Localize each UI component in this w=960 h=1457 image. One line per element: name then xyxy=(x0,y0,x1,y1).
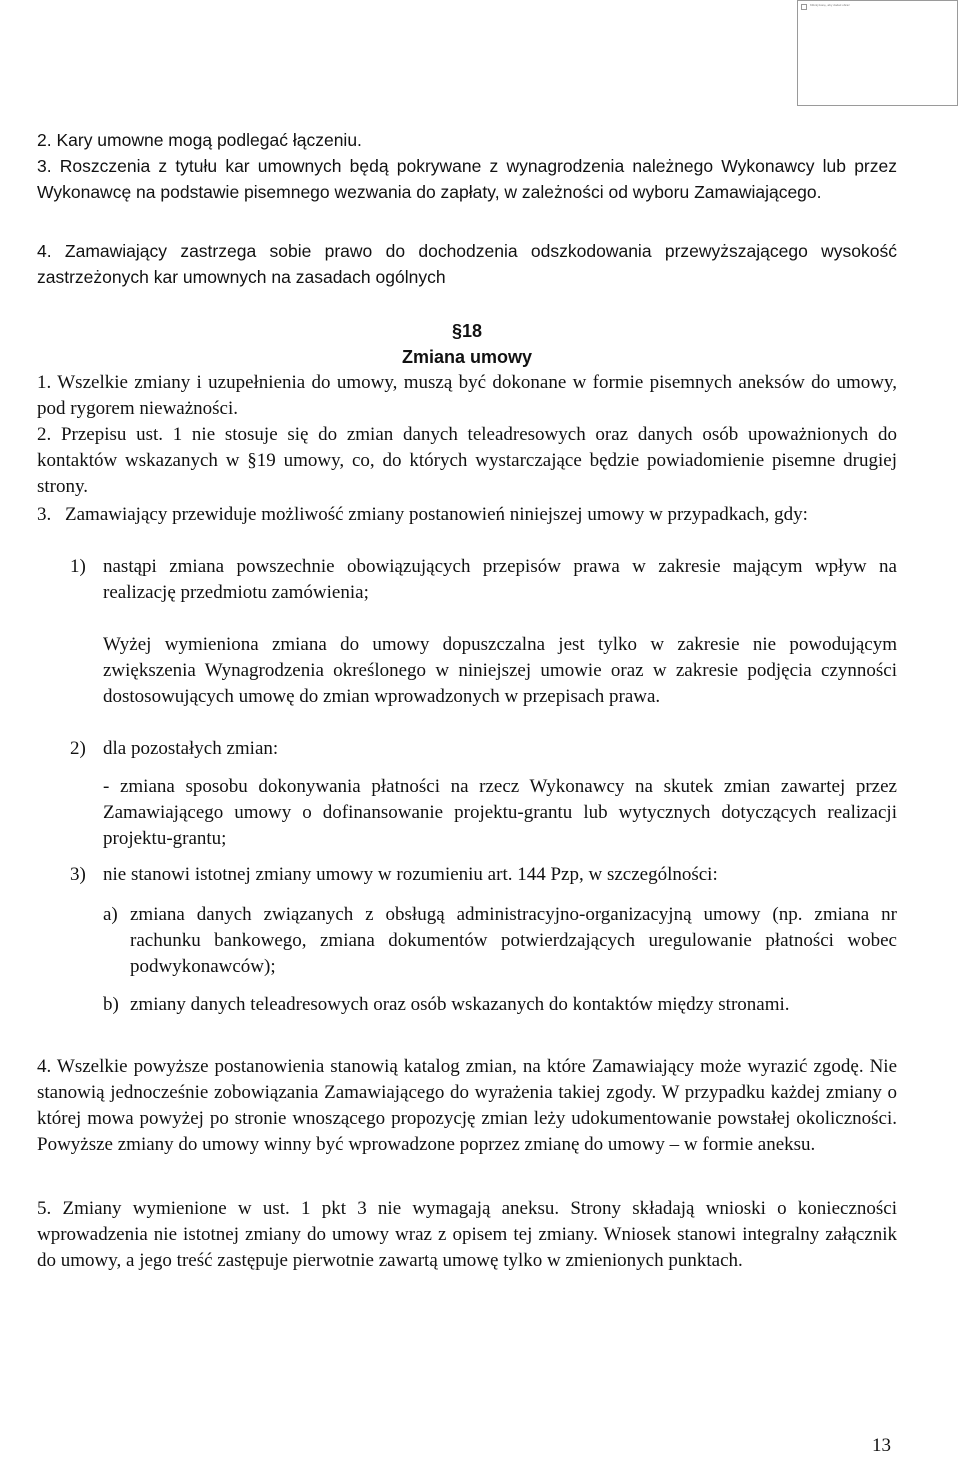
image-placeholder-caption: Kliknij ikonę, aby dodać obraz xyxy=(810,3,850,7)
clause-1: 1. Wszelkie zmiany i uzupełnienia do umowy, muszą być dokonane w formie pisemnych aneksów do umowy, pod rygorem nieważności. xyxy=(37,372,897,419)
image-placeholder-frame xyxy=(797,0,958,106)
item-b-number: b) xyxy=(103,994,119,1015)
item-3-number: 3) xyxy=(70,864,86,885)
clause-3: Zamawiający przewiduje możliwość zmiany postanowień niniejszej umowy w przypadkach, gdy: xyxy=(65,504,808,525)
clause-2: 2. Przepisu ust. 1 nie stosuje się do zmian danych teleadresowych oraz danych osób upoważnionych do kontaktów wskazanych w §19 umowy, co, do których wystarczające będzie powiadomienie pisemne drugiej strony. xyxy=(37,424,897,497)
item-3: nie stanowi istotnej zmiany umowy w rozumieniu art. 144 Pzp, w szczególności: xyxy=(103,864,718,885)
section-number: §18 xyxy=(451,321,483,341)
item-2-note: - zmiana sposobu dokonywania płatności na rzecz Wykonawcy na skutek zmian zawartej przez Zamawiającego umowy o dofinansowanie projektu-grantu lub wytycznych dotyczących realizacji projektu-grantu; xyxy=(103,776,897,849)
paragraph-3: 3. Roszczenia z tytułu kar umownych będą pokrywane z wynagrodzenia należnego Wykonawcy lub przez Wykonawcę na podstawie pisemnego wezwania do zapłaty, w zależności od wyboru Zamawiającego. xyxy=(37,156,897,202)
page-number: 13 xyxy=(872,1435,891,1456)
item-a: zmiana danych związanych z obsługą administracyjno-organizacyjną umowy (np. zmiana nr rachunku bankowego, zmiana dokumentów potwierdzających uregulowanie płatności wobec podwykonawców); xyxy=(130,904,897,977)
section-title: Zmiana umowy xyxy=(401,347,533,367)
item-1: nastąpi zmiana powszechnie obowiązujących przepisów prawa w zakresie mającym wpływ na realizację przedmiotu zamówienia; xyxy=(103,556,897,603)
clause-5: 5. Zmiany wymienione w ust. 1 pkt 3 nie wymagają aneksu. Strony składają wnioski o konieczności wprowadzenia nie istotnej zmiany do umowy wraz z opisem tej zmiany. Wniosek stanowi integralny załącznik do umowy, a jego treść zastępuje pierwotnie zawartą umowę tylko w zmienionych punktach. xyxy=(37,1198,897,1271)
clause-3-number: 3. xyxy=(37,504,52,525)
item-a-number: a) xyxy=(103,904,118,925)
clause-4: 4. Wszelkie powyższe postanowienia stanowią katalog zmian, na które Zamawiający może wyrazić zgodę. Nie stanowią jednocześnie zobowiązania Zamawiającego do wyrażenia takiej zgody. W przypadku każdej zmiany o której mowa powyżej po stronie wnoszącego propozycję zmian leży udokumentowanie powstałej okoliczności. Powyższe zmiany do umowy winny być wprowadzone poprzez zmianę do umowy – w formie aneksu. xyxy=(37,1056,897,1155)
item-2-number: 2) xyxy=(70,738,86,759)
item-2: dla pozostałych zmian: xyxy=(103,738,279,759)
broken-image-icon xyxy=(801,4,807,10)
paragraph-2: 2. Kary umowne mogą podlegać łączeniu. xyxy=(37,130,362,150)
paragraph-4: 4. Zamawiający zastrzega sobie prawo do dochodzenia odszkodowania przewyższającego wysokość zastrzeżonych kar umownych na zasadach ogólnych xyxy=(37,241,897,287)
item-1-number: 1) xyxy=(70,556,86,577)
item-b: zmiany danych teleadresowych oraz osób wskazanych do kontaktów między stronami. xyxy=(130,994,790,1015)
item-1-note: Wyżej wymieniona zmiana do umowy dopuszczalna jest tylko w zakresie nie powodującym zwiększenia Wynagrodzenia określonego w niniejszej umowie oraz w zakresie podjęcia czynności dostosowujących umowę do zmian wprowadzonych w przepisach prawa. xyxy=(103,634,897,707)
